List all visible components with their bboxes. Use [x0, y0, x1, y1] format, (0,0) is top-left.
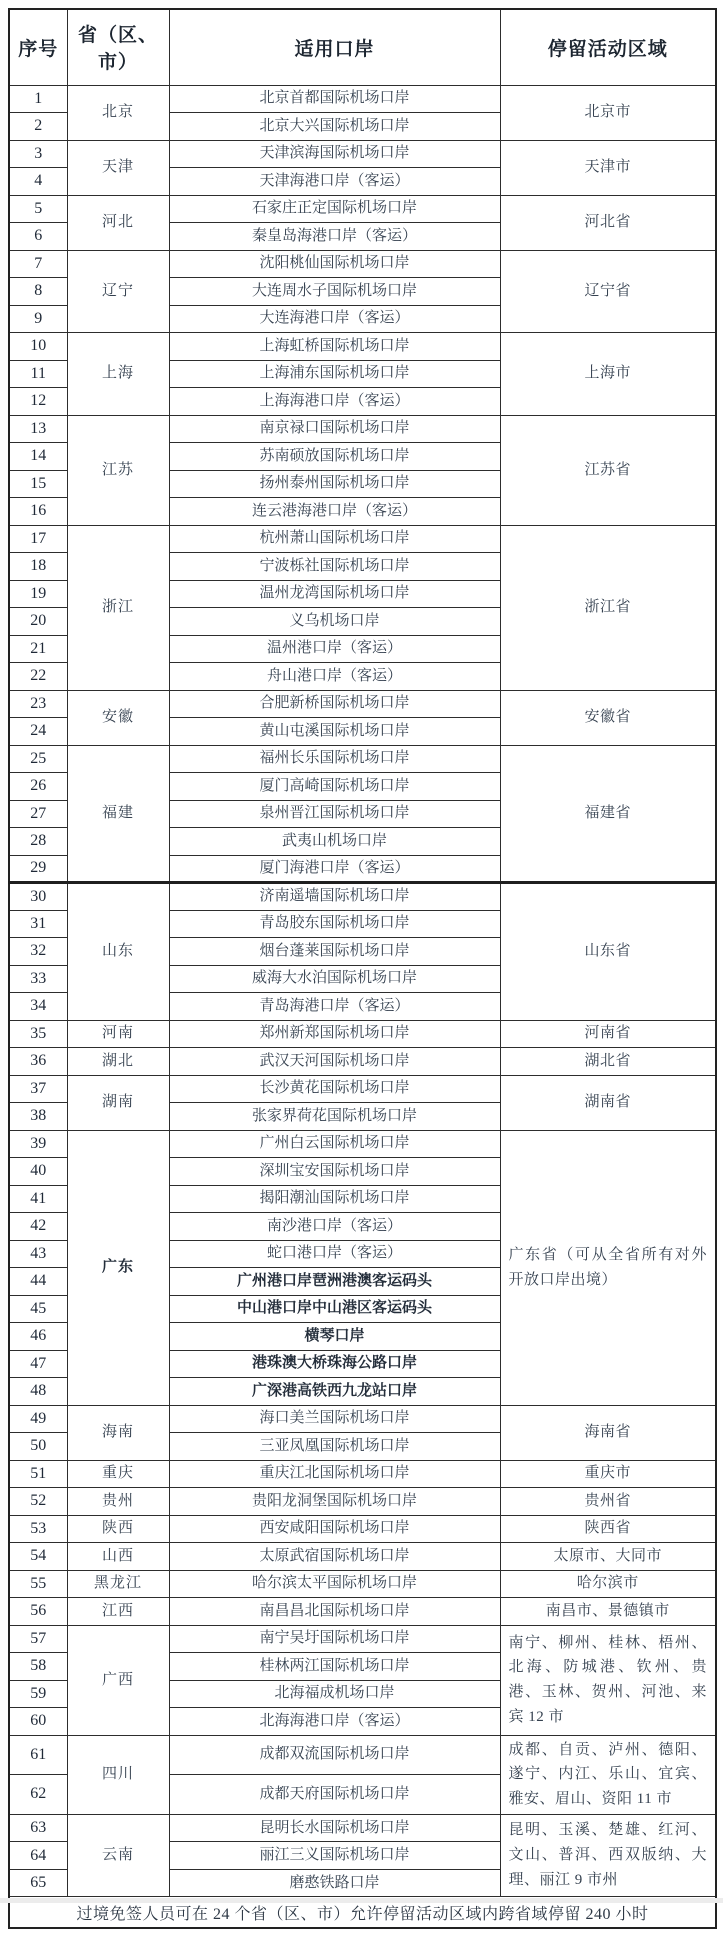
port-cell: 北海福成机场口岸	[169, 1680, 500, 1708]
port-cell: 义乌机场口岸	[169, 608, 500, 636]
port-cell: 威海大水泊国际机场口岸	[169, 965, 500, 993]
serial-cell: 40	[9, 1158, 67, 1186]
province-cell: 江西	[67, 1598, 169, 1626]
port-cell: 杭州萧山国际机场口岸	[169, 525, 500, 553]
serial-cell: 36	[9, 1048, 67, 1076]
header-port: 适用口岸	[169, 9, 500, 85]
port-cell: 港珠澳大桥珠海公路口岸	[169, 1350, 500, 1378]
port-cell: 长沙黄花国际机场口岸	[169, 1075, 500, 1103]
port-cell: 厦门高崎国际机场口岸	[169, 773, 500, 801]
table-row	[9, 1460, 716, 1488]
serial-cell: 13	[9, 415, 67, 443]
serial-cell: 8	[9, 278, 67, 306]
table-row	[9, 1570, 716, 1598]
serial-cell: 44	[9, 1268, 67, 1296]
table-row	[9, 690, 716, 718]
serial-cell: 17	[9, 525, 67, 553]
serial-cell: 18	[9, 553, 67, 581]
port-cell: 石家庄正定国际机场口岸	[169, 195, 500, 223]
serial-cell: 5	[9, 195, 67, 223]
port-cell: 沈阳桃仙国际机场口岸	[169, 250, 500, 278]
area-cell: 浙江省	[500, 525, 716, 690]
table-row	[9, 525, 716, 553]
port-cell: 秦皇岛海港口岸（客运）	[169, 223, 500, 251]
header-serial: 序号	[9, 9, 67, 85]
serial-cell: 46	[9, 1323, 67, 1351]
port-cell: 宁波栎社国际机场口岸	[169, 553, 500, 581]
serial-cell: 58	[9, 1653, 67, 1681]
serial-cell: 27	[9, 800, 67, 828]
table-row	[9, 1020, 716, 1048]
table-row	[9, 140, 716, 168]
serial-cell: 59	[9, 1680, 67, 1708]
port-cell: 南宁吴圩国际机场口岸	[169, 1625, 500, 1653]
serial-cell: 29	[9, 855, 67, 883]
area-cell: 山东省	[500, 883, 716, 1021]
table-row	[9, 415, 716, 443]
port-cell: 天津滨海国际机场口岸	[169, 140, 500, 168]
port-cell: 大连周水子国际机场口岸	[169, 278, 500, 306]
serial-cell: 50	[9, 1433, 67, 1461]
area-cell: 河北省	[500, 195, 716, 250]
area-cell: 海南省	[500, 1405, 716, 1460]
port-cell: 温州龙湾国际机场口岸	[169, 580, 500, 608]
port-cell: 南京禄口国际机场口岸	[169, 415, 500, 443]
province-cell: 北京	[67, 85, 169, 140]
port-table	[8, 8, 717, 1929]
port-cell: 贵阳龙洞堡国际机场口岸	[169, 1488, 500, 1516]
area-cell: 天津市	[500, 140, 716, 195]
province-cell: 安徽	[67, 690, 169, 745]
serial-cell: 9	[9, 305, 67, 333]
serial-cell: 12	[9, 388, 67, 416]
table-row	[9, 1735, 716, 1775]
port-cell: 舟山港口岸（客运）	[169, 663, 500, 691]
footer-note: 过境免签人员可在 24 个省（区、市）允许停留活动区域内跨省域停留 240 小时	[9, 1897, 716, 1928]
table-row	[9, 195, 716, 223]
serial-cell: 28	[9, 828, 67, 856]
table-row	[9, 85, 716, 113]
area-cell: 上海市	[500, 333, 716, 416]
province-cell: 河南	[67, 1020, 169, 1048]
serial-cell: 54	[9, 1543, 67, 1571]
port-cell: 温州港口岸（客运）	[169, 635, 500, 663]
area-cell: 哈尔滨市	[500, 1570, 716, 1598]
serial-cell: 52	[9, 1488, 67, 1516]
serial-cell: 45	[9, 1295, 67, 1323]
table-row	[9, 1048, 716, 1076]
port-cell: 北京首都国际机场口岸	[169, 85, 500, 113]
serial-cell: 15	[9, 470, 67, 498]
port-cell: 武夷山机场口岸	[169, 828, 500, 856]
serial-cell: 63	[9, 1814, 67, 1842]
area-cell: 河南省	[500, 1020, 716, 1048]
table-row	[9, 1515, 716, 1543]
table-row	[9, 1625, 716, 1653]
area-cell: 广东省（可从全省所有对外开放口岸出境）	[500, 1130, 716, 1405]
table-row	[9, 1075, 716, 1103]
area-cell: 成都、自贡、泸州、德阳、遂宁、内江、乐山、宜宾、雅安、眉山、资阳 11 市	[500, 1735, 716, 1814]
area-cell: 安徽省	[500, 690, 716, 745]
table-row	[9, 1598, 716, 1626]
port-cell: 丽江三义国际机场口岸	[169, 1842, 500, 1870]
table-row	[9, 250, 716, 278]
serial-cell: 34	[9, 993, 67, 1021]
table-row	[9, 1814, 716, 1842]
serial-cell: 24	[9, 718, 67, 746]
area-cell: 福建省	[500, 745, 716, 883]
province-cell: 湖南	[67, 1075, 169, 1130]
serial-cell: 37	[9, 1075, 67, 1103]
province-cell: 海南	[67, 1405, 169, 1460]
province-cell: 辽宁	[67, 250, 169, 333]
port-cell: 张家界荷花国际机场口岸	[169, 1103, 500, 1131]
province-cell: 贵州	[67, 1488, 169, 1516]
province-cell: 重庆	[67, 1460, 169, 1488]
port-cell: 蛇口港口岸（客运）	[169, 1240, 500, 1268]
serial-cell: 30	[9, 883, 67, 911]
serial-cell: 35	[9, 1020, 67, 1048]
serial-cell: 41	[9, 1185, 67, 1213]
serial-cell: 61	[9, 1735, 67, 1775]
serial-cell: 7	[9, 250, 67, 278]
port-cell: 成都天府国际机场口岸	[169, 1775, 500, 1815]
port-cell: 上海虹桥国际机场口岸	[169, 333, 500, 361]
serial-cell: 43	[9, 1240, 67, 1268]
serial-cell: 53	[9, 1515, 67, 1543]
port-cell: 磨憨铁路口岸	[169, 1869, 500, 1897]
table-row	[9, 1543, 716, 1571]
serial-cell: 51	[9, 1460, 67, 1488]
serial-cell: 57	[9, 1625, 67, 1653]
area-cell: 贵州省	[500, 1488, 716, 1516]
port-cell: 烟台蓬莱国际机场口岸	[169, 938, 500, 966]
area-cell: 南宁、柳州、桂林、梧州、北海、防城港、钦州、贵港、玉林、贺州、河池、来宾 12 市	[500, 1625, 716, 1735]
province-cell: 黑龙江	[67, 1570, 169, 1598]
area-cell: 昆明、玉溪、楚雄、红河、文山、普洱、西双版纳、大理、丽江 9 市州	[500, 1814, 716, 1897]
port-cell: 扬州泰州国际机场口岸	[169, 470, 500, 498]
serial-cell: 21	[9, 635, 67, 663]
port-cell: 苏南硕放国际机场口岸	[169, 443, 500, 471]
port-cell: 广州港口岸琶洲港澳客运码头	[169, 1268, 500, 1296]
serial-cell: 10	[9, 333, 67, 361]
table-row	[9, 333, 716, 361]
serial-cell: 6	[9, 223, 67, 251]
serial-cell: 48	[9, 1378, 67, 1406]
port-cell: 广深港高铁西九龙站口岸	[169, 1378, 500, 1406]
port-cell: 大连海港口岸（客运）	[169, 305, 500, 333]
port-cell: 太原武宿国际机场口岸	[169, 1543, 500, 1571]
serial-cell: 16	[9, 498, 67, 526]
table-row	[9, 883, 716, 911]
serial-cell: 23	[9, 690, 67, 718]
serial-cell: 22	[9, 663, 67, 691]
port-cell: 成都双流国际机场口岸	[169, 1735, 500, 1775]
serial-cell: 64	[9, 1842, 67, 1870]
serial-cell: 2	[9, 113, 67, 141]
table-body	[9, 85, 716, 1897]
area-cell: 湖南省	[500, 1075, 716, 1130]
serial-cell: 20	[9, 608, 67, 636]
province-cell: 湖北	[67, 1048, 169, 1076]
table-row	[9, 1405, 716, 1433]
port-cell: 海口美兰国际机场口岸	[169, 1405, 500, 1433]
port-cell: 青岛胶东国际机场口岸	[169, 910, 500, 938]
serial-cell: 4	[9, 168, 67, 196]
serial-cell: 3	[9, 140, 67, 168]
province-cell: 江苏	[67, 415, 169, 525]
scan-edge-strip	[0, 1898, 723, 1903]
serial-cell: 31	[9, 910, 67, 938]
area-cell: 重庆市	[500, 1460, 716, 1488]
serial-cell: 38	[9, 1103, 67, 1131]
port-cell: 南昌昌北国际机场口岸	[169, 1598, 500, 1626]
header-area: 停留活动区域	[500, 9, 716, 85]
province-cell: 河北	[67, 195, 169, 250]
province-cell: 广东	[67, 1130, 169, 1405]
serial-cell: 65	[9, 1869, 67, 1897]
province-cell: 云南	[67, 1814, 169, 1897]
port-cell: 桂林两江国际机场口岸	[169, 1653, 500, 1681]
serial-cell: 56	[9, 1598, 67, 1626]
table-row	[9, 745, 716, 773]
serial-cell: 42	[9, 1213, 67, 1241]
port-cell: 南沙港口岸（客运）	[169, 1213, 500, 1241]
table-header	[9, 9, 716, 85]
port-cell: 深圳宝安国际机场口岸	[169, 1158, 500, 1186]
serial-cell: 1	[9, 85, 67, 113]
header-province: 省（区、市）	[67, 9, 169, 85]
serial-cell: 55	[9, 1570, 67, 1598]
port-cell: 泉州晋江国际机场口岸	[169, 800, 500, 828]
port-cell: 北海海港口岸（客运）	[169, 1708, 500, 1736]
port-cell: 西安咸阳国际机场口岸	[169, 1515, 500, 1543]
port-cell: 横琴口岸	[169, 1323, 500, 1351]
serial-cell: 39	[9, 1130, 67, 1158]
serial-cell: 26	[9, 773, 67, 801]
port-cell: 福州长乐国际机场口岸	[169, 745, 500, 773]
serial-cell: 33	[9, 965, 67, 993]
area-cell: 湖北省	[500, 1048, 716, 1076]
port-cell: 昆明长水国际机场口岸	[169, 1814, 500, 1842]
province-cell: 浙江	[67, 525, 169, 690]
serial-cell: 62	[9, 1775, 67, 1815]
table-row	[9, 1130, 716, 1158]
port-cell: 哈尔滨太平国际机场口岸	[169, 1570, 500, 1598]
port-cell: 北京大兴国际机场口岸	[169, 113, 500, 141]
province-cell: 山东	[67, 883, 169, 1021]
province-cell: 四川	[67, 1735, 169, 1814]
province-cell: 福建	[67, 745, 169, 883]
port-cell: 广州白云国际机场口岸	[169, 1130, 500, 1158]
area-cell: 陕西省	[500, 1515, 716, 1543]
area-cell: 江苏省	[500, 415, 716, 525]
area-cell: 北京市	[500, 85, 716, 140]
port-cell: 揭阳潮汕国际机场口岸	[169, 1185, 500, 1213]
serial-cell: 25	[9, 745, 67, 773]
province-cell: 山西	[67, 1543, 169, 1571]
port-cell: 三亚凤凰国际机场口岸	[169, 1433, 500, 1461]
area-cell: 南昌市、景德镇市	[500, 1598, 716, 1626]
serial-cell: 47	[9, 1350, 67, 1378]
serial-cell: 11	[9, 360, 67, 388]
port-cell: 合肥新桥国际机场口岸	[169, 690, 500, 718]
area-cell: 辽宁省	[500, 250, 716, 333]
port-cell: 连云港海港口岸（客运）	[169, 498, 500, 526]
province-cell: 天津	[67, 140, 169, 195]
port-cell: 天津海港口岸（客运）	[169, 168, 500, 196]
port-cell: 上海海港口岸（客运）	[169, 388, 500, 416]
port-cell: 郑州新郑国际机场口岸	[169, 1020, 500, 1048]
table-row	[9, 1488, 716, 1516]
serial-cell: 14	[9, 443, 67, 471]
serial-cell: 19	[9, 580, 67, 608]
port-cell: 济南遥墙国际机场口岸	[169, 883, 500, 911]
area-cell: 太原市、大同市	[500, 1543, 716, 1571]
province-cell: 上海	[67, 333, 169, 416]
province-cell: 广西	[67, 1625, 169, 1735]
header-row	[9, 9, 716, 85]
port-cell: 武汉天河国际机场口岸	[169, 1048, 500, 1076]
serial-cell: 49	[9, 1405, 67, 1433]
port-cell: 上海浦东国际机场口岸	[169, 360, 500, 388]
port-cell: 黄山屯溪国际机场口岸	[169, 718, 500, 746]
port-cell: 青岛海港口岸（客运）	[169, 993, 500, 1021]
serial-cell: 32	[9, 938, 67, 966]
port-cell: 中山港口岸中山港区客运码头	[169, 1295, 500, 1323]
port-cell: 重庆江北国际机场口岸	[169, 1460, 500, 1488]
serial-cell: 60	[9, 1708, 67, 1736]
port-cell: 厦门海港口岸（客运）	[169, 855, 500, 883]
province-cell: 陕西	[67, 1515, 169, 1543]
